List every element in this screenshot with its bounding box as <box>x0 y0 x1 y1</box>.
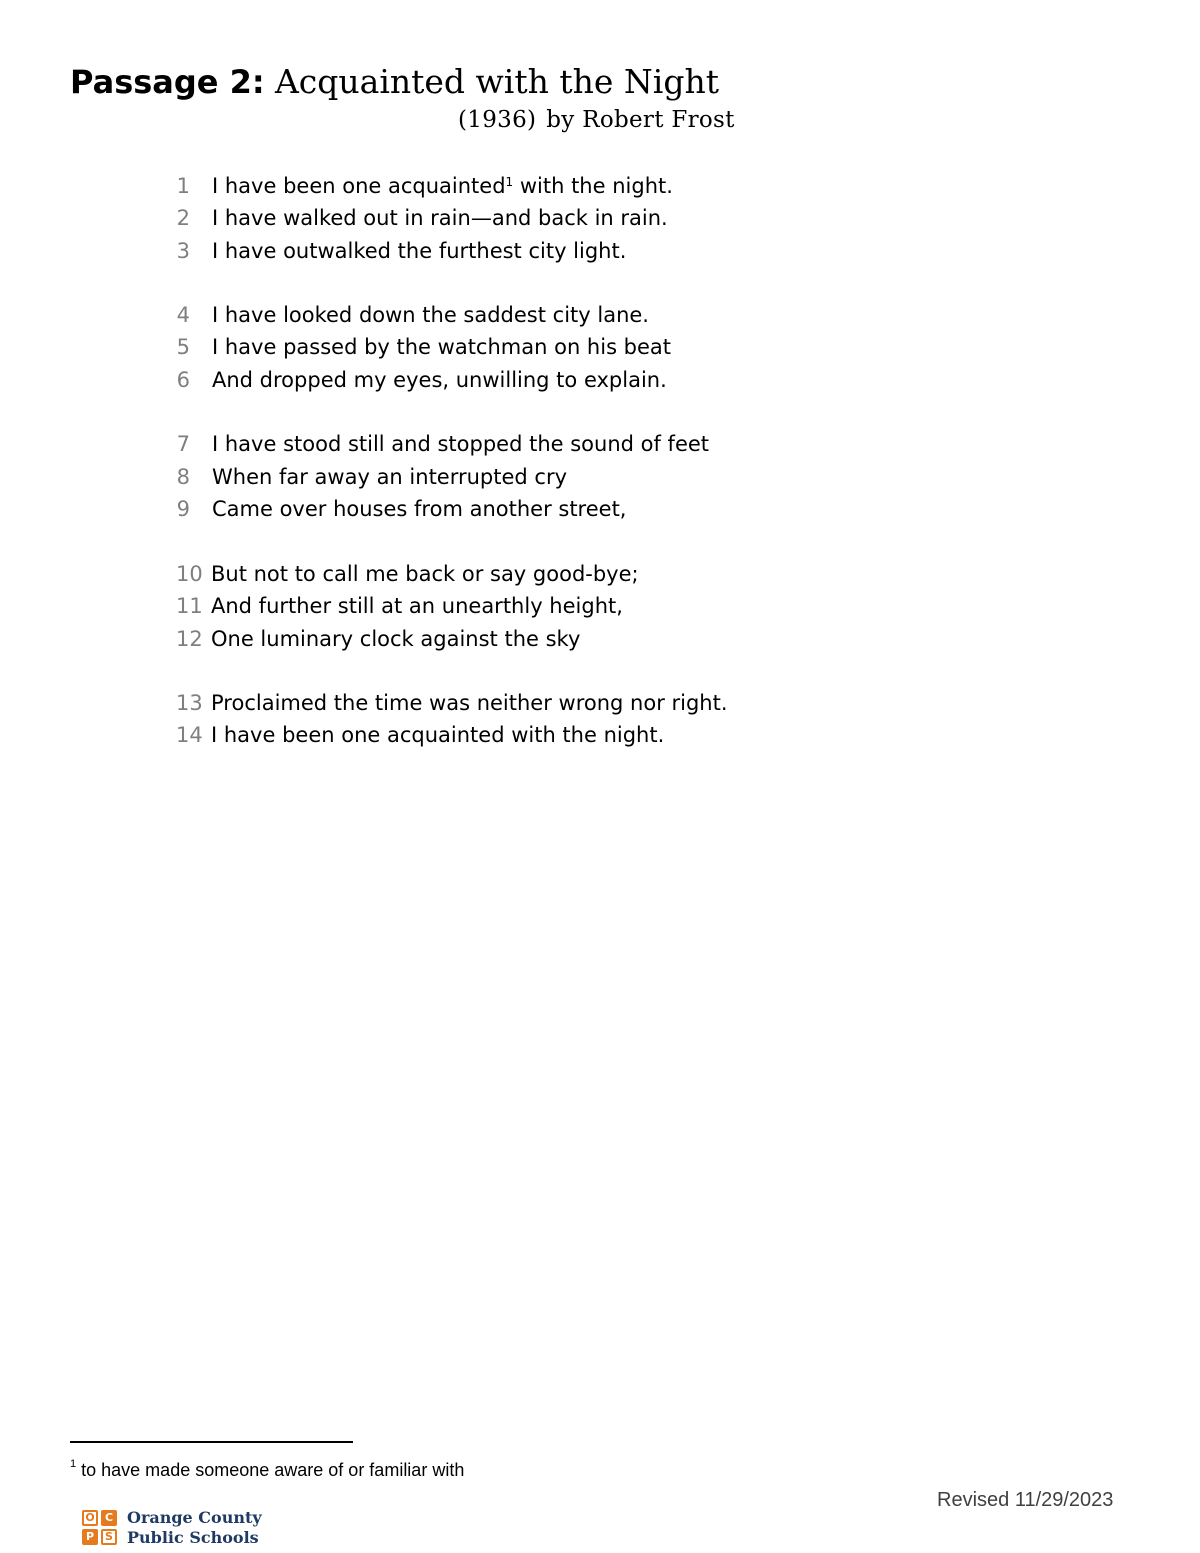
footnote <box>70 1454 464 1482</box>
author: by Robert Frost <box>546 107 735 133</box>
line-text: I have been one acquainted with the night. <box>211 723 665 747</box>
line-number: 3 <box>176 239 190 263</box>
line-text: I have stood still and stopped the sound of feet <box>212 432 710 456</box>
ocps-logo <box>82 1510 282 1550</box>
poem-line <box>0 331 900 363</box>
line-number: 6 <box>176 368 190 392</box>
poem-line <box>0 493 900 525</box>
line-text: One luminary clock against the sky <box>211 627 581 651</box>
line-number: 7 <box>176 432 190 456</box>
line-text: I have outwalked the furthest city light. <box>212 239 627 263</box>
footnote-divider <box>70 1441 353 1443</box>
poem-line <box>0 687 900 719</box>
line-number: 10 <box>176 562 203 586</box>
line-number: 9 <box>176 497 190 521</box>
footnote-ref: 1 <box>505 175 514 189</box>
poem-line <box>0 623 900 655</box>
poem-title: Acquainted with the Night <box>274 62 719 101</box>
ocps-logo-icon: O C P S <box>82 1510 119 1547</box>
revision-date: Revised 11/29/2023 <box>937 1489 1114 1511</box>
line-number: 4 <box>176 303 190 327</box>
footnote-marker: 1 <box>70 1458 77 1470</box>
line-number: 5 <box>176 335 190 359</box>
line-number: 11 <box>176 594 203 618</box>
poem-line <box>0 235 900 267</box>
poem-line <box>0 202 900 234</box>
line-text: And dropped my eyes, unwilling to explain. <box>212 368 667 392</box>
line-number: 13 <box>176 691 203 715</box>
footnote-text: to have made someone aware of or familiar with <box>81 1460 465 1480</box>
poem-line <box>0 719 900 751</box>
line-number: 2 <box>176 206 190 230</box>
poem-line <box>0 461 900 493</box>
line-text: Proclaimed the time was neither wrong nor right. <box>211 691 728 715</box>
line-text: I have walked out in rain—and back in rain. <box>212 206 668 230</box>
line-number: 1 <box>176 174 190 198</box>
line-text: But not to call me back or say good-bye; <box>211 562 639 586</box>
line-number: 12 <box>176 627 203 651</box>
poem-line <box>0 558 900 590</box>
line-number: 8 <box>176 465 190 489</box>
passage-label: Passage 2: <box>70 63 265 101</box>
line-text: When far away an interrupted cry <box>212 465 568 489</box>
poem-line <box>0 428 900 460</box>
publication-year: (1936) <box>458 107 537 133</box>
ocps-logo-wordmark: Orange County Public Schools <box>127 1508 262 1547</box>
line-text: I have looked down the saddest city lane. <box>212 303 649 327</box>
line-text: I have passed by the watchman on his beat <box>212 335 672 359</box>
poem-line <box>0 590 900 622</box>
line-text: Came over houses from another street, <box>212 497 627 521</box>
poem-line <box>0 170 900 202</box>
line-text: And further still at an unearthly height, <box>211 594 623 618</box>
line-text: I have been one acquainted$^1$ with the night. <box>212 174 673 198</box>
poem-line <box>0 299 900 331</box>
poem-line <box>0 364 900 396</box>
line-number: 14 <box>176 723 203 747</box>
